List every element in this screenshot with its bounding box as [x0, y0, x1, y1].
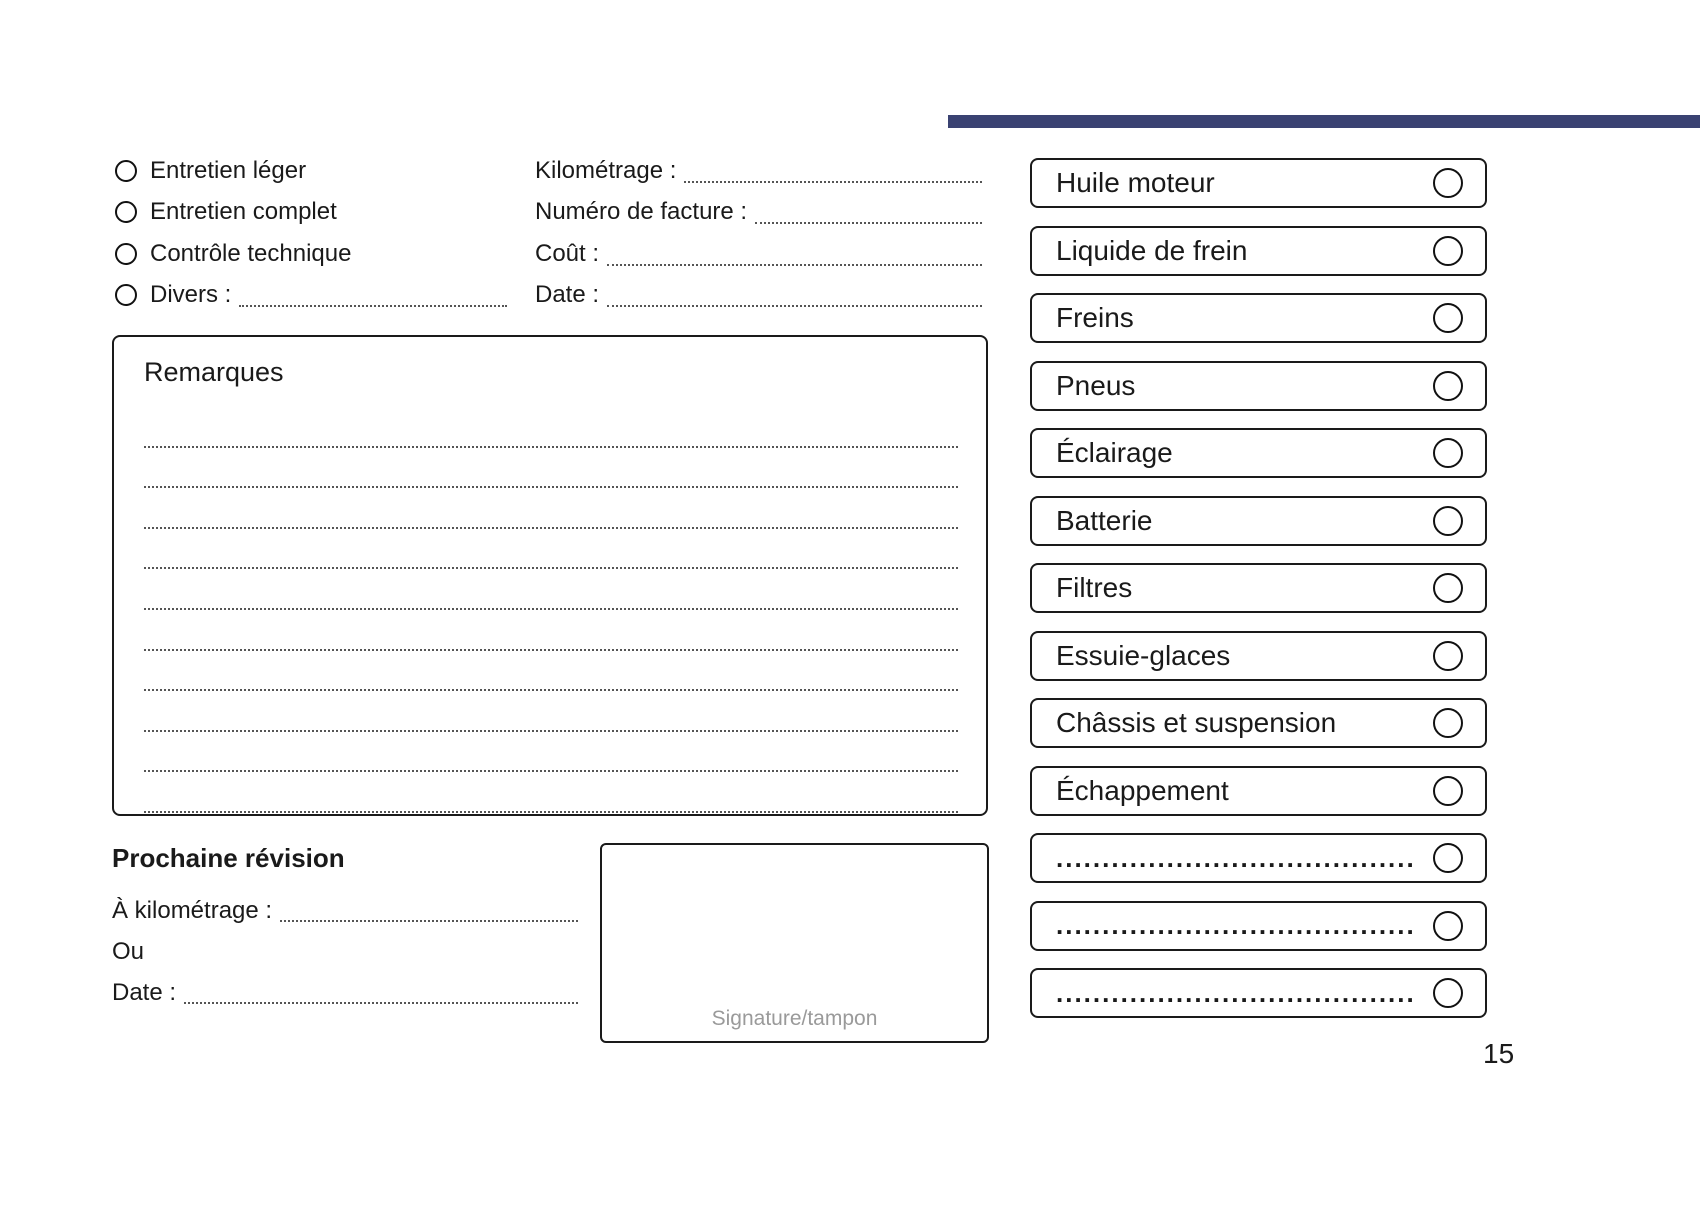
- checklist-item: [1030, 563, 1487, 613]
- field-label: À kilométrage :: [112, 896, 273, 924]
- service-option-label: Entretien complet: [150, 198, 337, 226]
- check-circle-icon[interactable]: [1433, 641, 1463, 671]
- service-type-options: [115, 150, 507, 316]
- remarks-lines: [144, 407, 958, 813]
- write-line[interactable]: [755, 222, 982, 224]
- invoice-fields: [535, 150, 982, 316]
- check-circle-icon[interactable]: [1433, 438, 1463, 468]
- invoice-field: [535, 275, 982, 317]
- check-circle-icon[interactable]: [1433, 708, 1463, 738]
- checklist-item-label: .......................................: [1056, 977, 1416, 1008]
- check-circle-icon[interactable]: [1433, 303, 1463, 333]
- remarks-write-line[interactable]: [144, 488, 958, 529]
- field-label: Date :: [535, 281, 600, 309]
- write-line[interactable]: [280, 920, 578, 922]
- field-label: Coût :: [535, 239, 600, 267]
- signature-box[interactable]: [600, 843, 989, 1043]
- next-service-field: [112, 972, 578, 1013]
- service-option: [115, 233, 507, 275]
- check-circle-icon[interactable]: [1433, 978, 1463, 1008]
- service-option-label: Divers :: [150, 281, 232, 309]
- field-label: Date :: [112, 978, 177, 1006]
- remarks-write-line[interactable]: [144, 691, 958, 732]
- invoice-field: [535, 233, 982, 275]
- next-service-title: Prochaine révision: [112, 843, 345, 873]
- checklist-item-label: Batterie: [1056, 504, 1153, 536]
- checklist-item-label: Pneus: [1056, 369, 1136, 401]
- checklist-item: [1030, 833, 1487, 883]
- checklist-item-label: Liquide de frein: [1056, 234, 1248, 266]
- checklist-item: [1030, 901, 1487, 951]
- checklist-item-label: Freins: [1056, 302, 1134, 333]
- checklist-item-label: Éclairage: [1056, 437, 1173, 468]
- check-circle-icon[interactable]: [1433, 573, 1463, 603]
- checklist-item: [1030, 496, 1487, 546]
- checklist-item: [1030, 428, 1487, 478]
- remarks-write-line[interactable]: [144, 569, 958, 610]
- invoice-field: [535, 192, 982, 234]
- field-label: Ou: [112, 937, 145, 965]
- remarks-write-line[interactable]: [144, 529, 958, 570]
- remarks-title: Remarques: [144, 357, 284, 387]
- signature-label: Signature/tampon: [711, 1007, 878, 1030]
- checklist-item: [1030, 158, 1487, 208]
- checklist-item: [1030, 698, 1487, 748]
- checklist-item: [1030, 226, 1487, 276]
- remarks-write-line[interactable]: [144, 407, 958, 448]
- checklist-item: [1030, 631, 1487, 681]
- check-circle-icon[interactable]: [1433, 843, 1463, 873]
- check-circle-icon[interactable]: [1433, 776, 1463, 806]
- checklist-item-label: Essuie-glaces: [1056, 639, 1231, 671]
- write-line[interactable]: [684, 181, 982, 183]
- remarks-write-line[interactable]: [144, 732, 958, 773]
- checklist-item-label: Filtres: [1056, 572, 1133, 603]
- remarks-write-line[interactable]: [144, 448, 958, 489]
- check-circle-icon[interactable]: [1433, 506, 1463, 536]
- radio-button-icon[interactable]: [115, 243, 137, 265]
- radio-button-icon[interactable]: [115, 284, 137, 306]
- service-option: [115, 275, 507, 317]
- service-option: [115, 192, 507, 234]
- write-line[interactable]: [239, 305, 507, 307]
- invoice-field: [535, 150, 982, 192]
- field-label: Kilométrage :: [535, 156, 677, 184]
- checklist-item-label: Châssis et suspension: [1056, 707, 1337, 738]
- radio-button-icon[interactable]: [115, 160, 137, 182]
- check-circle-icon[interactable]: [1433, 371, 1463, 401]
- page-number: 15: [1483, 1038, 1515, 1069]
- checklist-item-label: .......................................: [1056, 842, 1416, 873]
- checklist-item: [1030, 293, 1487, 343]
- check-circle-icon[interactable]: [1433, 236, 1463, 266]
- checklist: [1030, 158, 1487, 1036]
- checklist-item: [1030, 968, 1487, 1018]
- check-circle-icon[interactable]: [1433, 911, 1463, 941]
- remarks-write-line[interactable]: [144, 772, 958, 813]
- check-circle-icon[interactable]: [1433, 168, 1463, 198]
- next-service-field: [112, 890, 578, 931]
- next-service-fields: [112, 890, 578, 1013]
- write-line[interactable]: [607, 264, 982, 266]
- remarks-write-line[interactable]: [144, 610, 958, 651]
- write-line[interactable]: [607, 305, 982, 307]
- service-option-label: Entretien léger: [150, 156, 307, 184]
- next-service-field: [112, 931, 578, 972]
- next-service-section: [112, 843, 578, 1013]
- checklist-item-label: Huile moteur: [1056, 167, 1215, 198]
- checklist-item-label: .......................................: [1056, 910, 1416, 940]
- accent-bar: [948, 115, 1700, 128]
- radio-button-icon[interactable]: [115, 201, 137, 223]
- remarks-box: [112, 335, 988, 816]
- checklist-item: [1030, 766, 1487, 816]
- checklist-item-label: Échappement: [1056, 774, 1229, 806]
- write-line[interactable]: [184, 1002, 578, 1004]
- service-option: [115, 150, 507, 192]
- checklist-item: [1030, 361, 1487, 411]
- service-option-label: Contrôle technique: [150, 239, 352, 267]
- remarks-write-line[interactable]: [144, 651, 958, 692]
- field-label: Numéro de facture :: [535, 198, 748, 226]
